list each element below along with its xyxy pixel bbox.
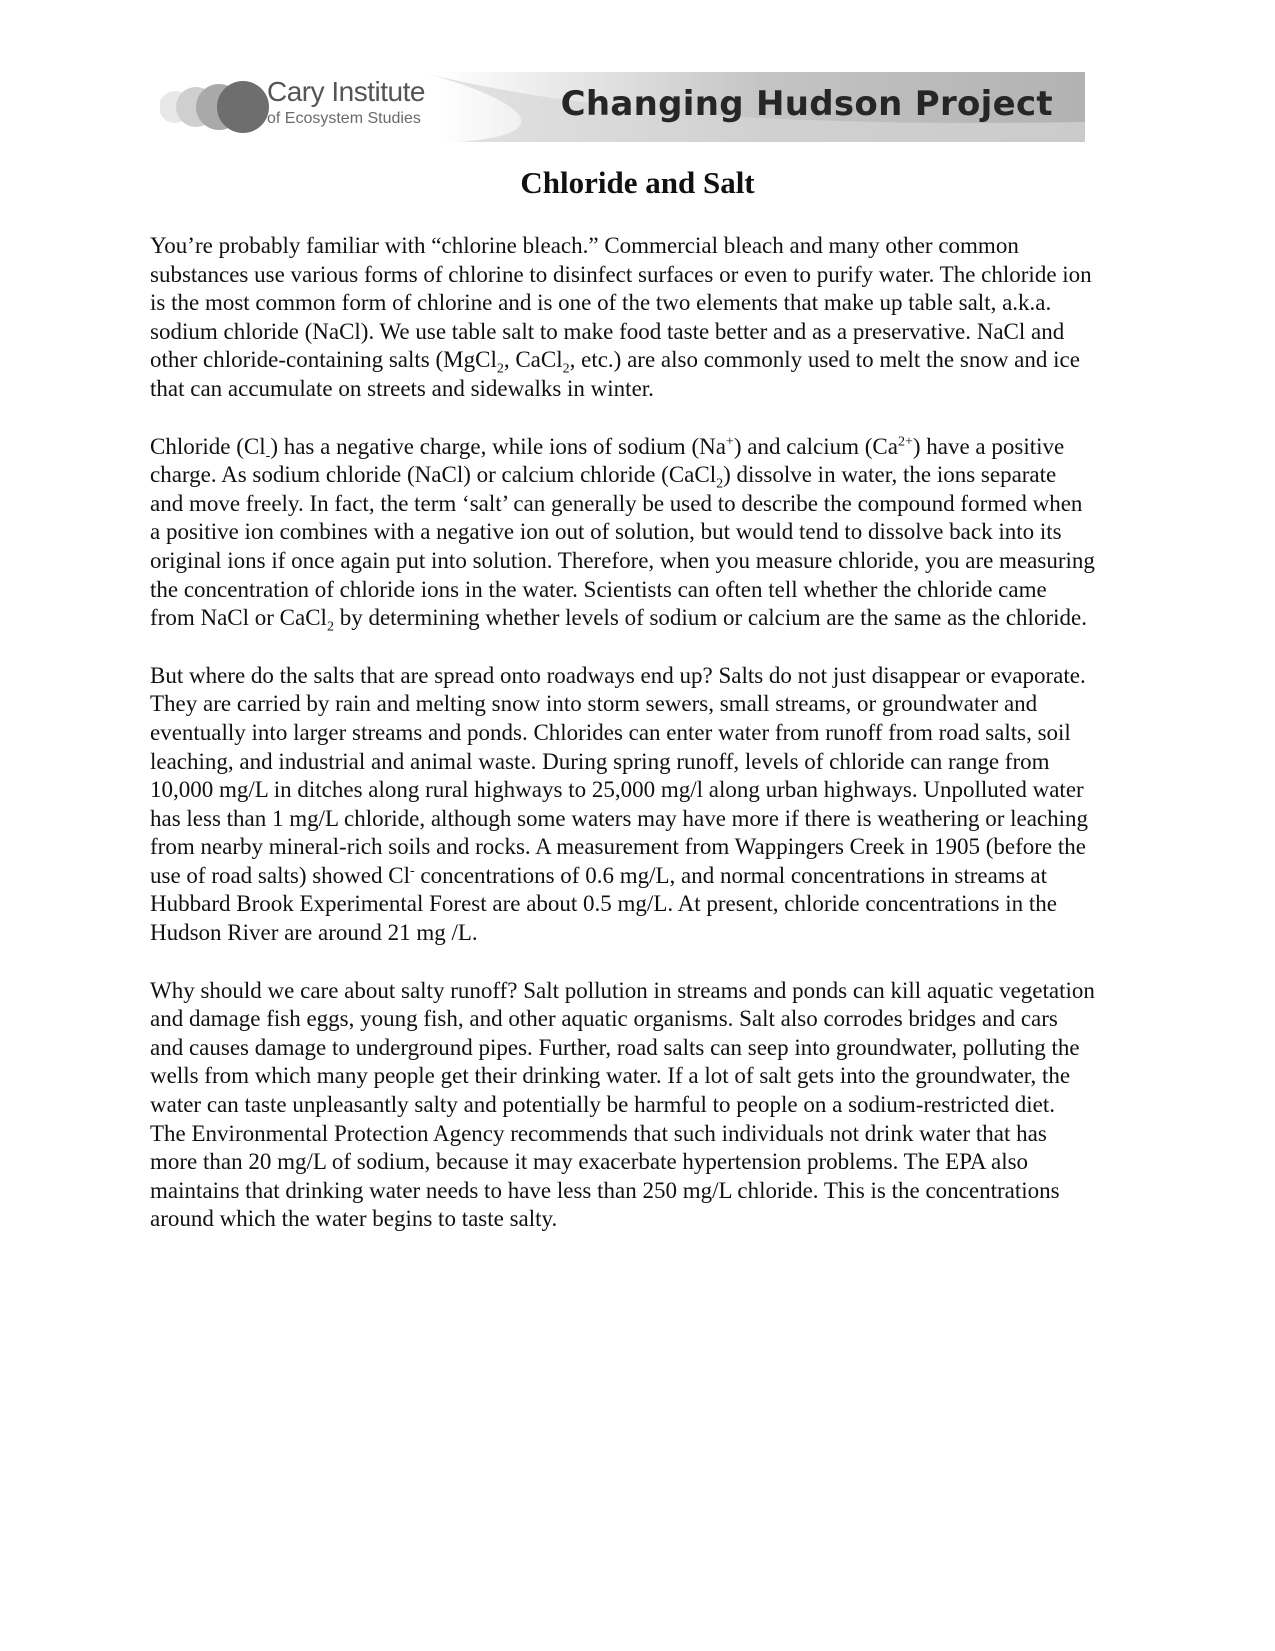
project-title: Changing Hudson Project bbox=[560, 84, 1053, 124]
paragraph-4: Why should we care about salty runoff? Salt pollution in streams and ponds can kill aquatic vegetation and damage fish eggs, young fish, and other aquatic organisms. Salt also corrodes bridges and cars and causes damage to underground pipes. Further, road salts can seep into groundwater, polluting the wells from which many people get their drinking water. If a lot of salt gets into the groundwater, the water can taste unpleasantly salty and potentially be harmful to people on a sodium-restricted diet. The Environmental Protection Agency recommends that such individuals not drink water that has more than 20 mg/L of sodium, because it may exacerbate hypertension problems. The EPA also maintains that drinking water needs to have less than 250 mg/L chloride. This is the concentrations around which the water begins to taste salty. bbox=[150, 977, 1095, 1232]
document-title: Chloride and Salt bbox=[520, 165, 755, 200]
paragraph-2: Chloride $(Cl_-)$ has a negative charge, while ions of sodium (Na+) and calcium $(Ca^{2+})$ have a positive charge. As sodium chloride (NaCl) or calcium chloride (CaCl$_2$) dissolve in water, the ions separate and move freely. In fact, the term ‘salt’ can generally be used to describe the compound formed when a positive ion combines with a negative ion out of solution, but would tend to dissolve back into its original ions if once again put into solution. Therefore, when you measure chloride, you are measuring the concentration of chloride ions in the water. Scientists can often tell whether the chloride came from NaCl or CaCl$_2$ by determining whether levels of sodium or calcium are the same as the chloride. bbox=[150, 433, 1095, 635]
logo-name: Cary Institute bbox=[267, 76, 425, 107]
paragraph-3: But where do the salts that are spread onto roadways end up? Salts do not just disappear or evaporate. They are carried by rain and melting snow into storm sewers, small streams, or groundwater and eventually into larger streams and ponds. Chlorides can enter water from runoff from road salts, soil leaching, and industrial and animal waste. During spring runoff, levels of chloride can range from 10,000 mg/L in ditches along rural highways to 25,000 mg/l along urban highways. Unpolluted water has less than 1 mg/L chloride, although some waters may have more if there is weathering or leaching from nearby mineral-rich soils and rocks. A measurement from Wappingers Creek in 1905 (before the use of road salts) showed Cl- concentrations of 0.6 mg/L, and normal concentrations in streams at Hubbard Brook Experimental Forest are about 0.5 mg/L. At present, chloride concentrations in the Hudson River are around 21 mg /L. bbox=[150, 662, 1089, 946]
document-body bbox=[150, 232, 1095, 1263]
paragraph-1: You’re probably familiar with “chlorine bleach.” Commercial bleach and many other common substances use various forms of chlorine to disinfect surfaces or even to purify water. The chloride ion is the most common form of chlorine and is one of the two elements that make up table salt, a.k.a. sodium chloride (NaCl). We use table salt to make food taste better and as a preservative. NaCl and other chloride-containing salts (MgCl$_2$, CaCl$_2$, etc.) are also commonly used to melt the snow and ice that can accumulate on streets and sidewalks in winter. bbox=[150, 233, 1092, 401]
cary-logo-circles-icon bbox=[160, 78, 270, 136]
header-banner bbox=[160, 72, 1085, 142]
logo-subtitle: of Ecosystem Studies bbox=[267, 110, 421, 127]
